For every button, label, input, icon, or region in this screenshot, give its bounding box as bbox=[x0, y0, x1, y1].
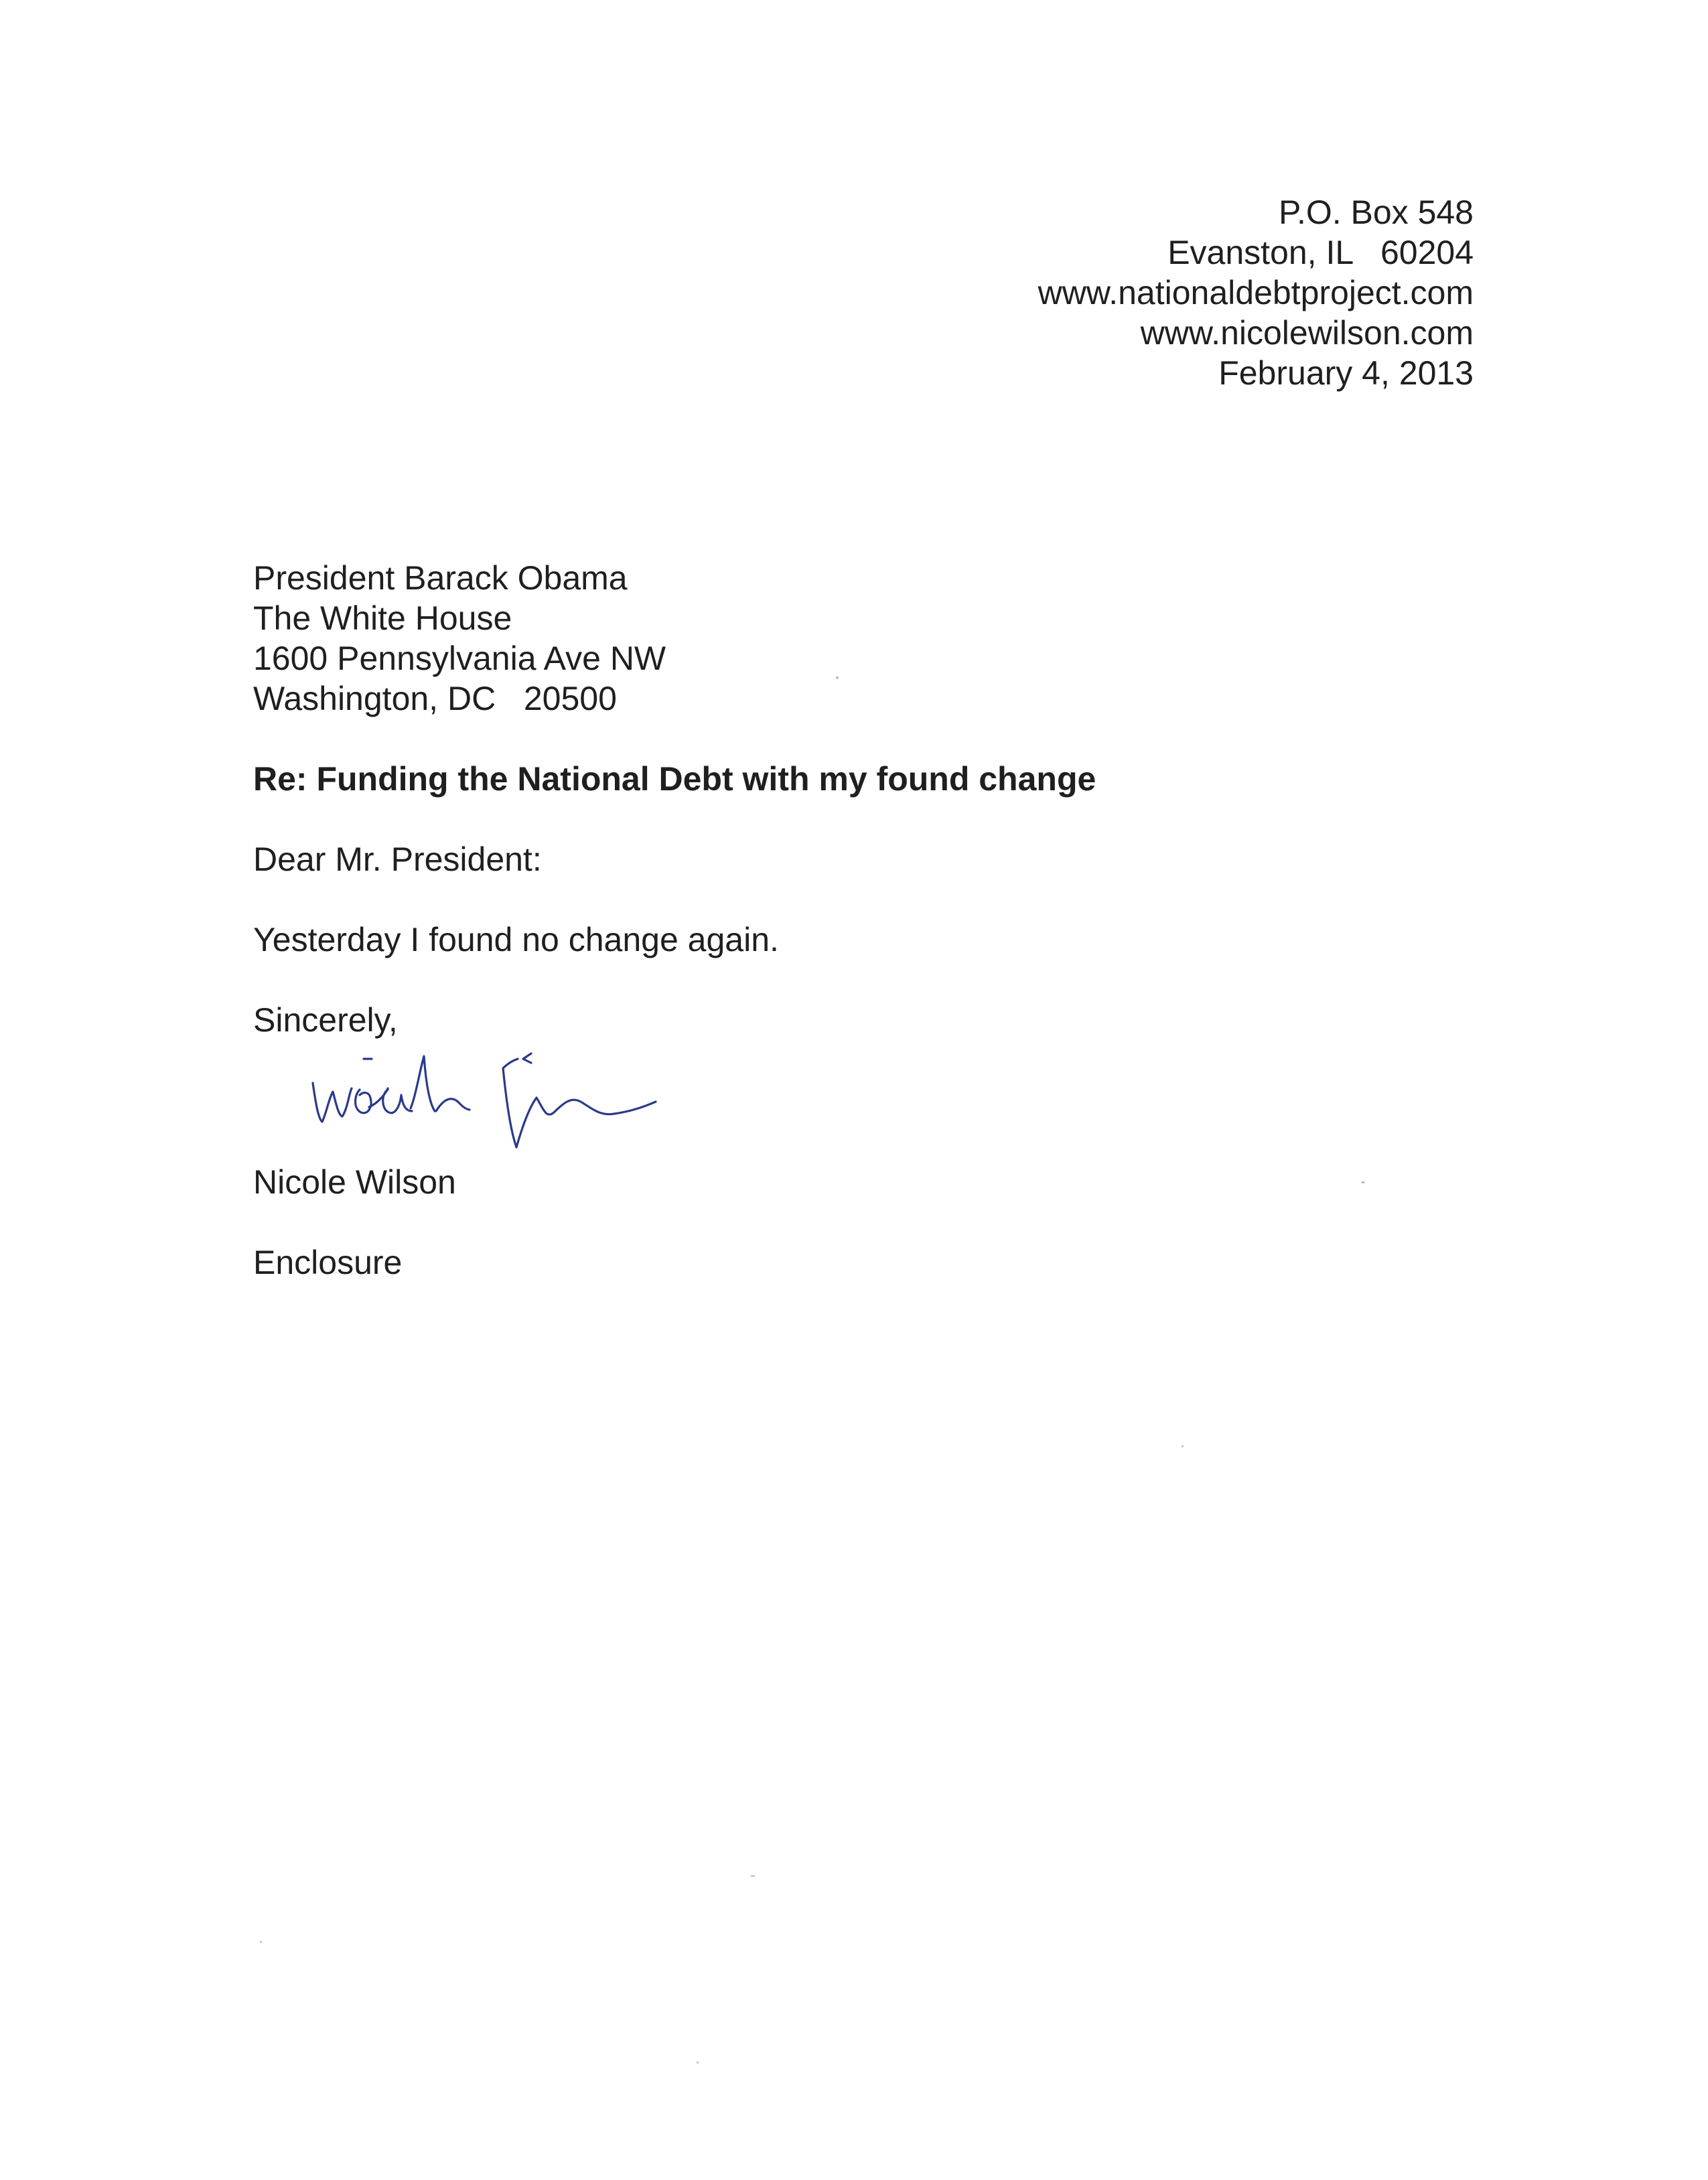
handwritten-signature bbox=[305, 1028, 700, 1159]
recipient-street: 1600 Pennsylvania Ave NW bbox=[253, 640, 666, 677]
closing: Sincerely, bbox=[253, 1001, 398, 1039]
recipient-city-line: Washington, DC 20500 bbox=[253, 680, 617, 717]
salutation: Dear Mr. President: bbox=[253, 841, 542, 878]
scan-speck bbox=[836, 676, 839, 679]
letter-date: February 4, 2013 bbox=[1218, 354, 1474, 392]
scan-speck bbox=[1361, 1181, 1365, 1183]
sender-po-box: P.O. Box 548 bbox=[1279, 194, 1474, 231]
scan-speck bbox=[1182, 1445, 1184, 1447]
scan-speck bbox=[260, 1941, 262, 1943]
recipient-name: President Barack Obama bbox=[253, 559, 628, 597]
sender-website-1: www.nationaldebtproject.com bbox=[1038, 274, 1474, 311]
body-paragraph: Yesterday I found no change again. bbox=[253, 921, 779, 958]
subject-line: Re: Funding the National Debt with my found change bbox=[253, 760, 1096, 798]
recipient-org: The White House bbox=[253, 599, 512, 637]
scan-speck bbox=[697, 2061, 699, 2063]
sender-website-2: www.nicolewilson.com bbox=[1140, 314, 1474, 352]
enclosure-notation: Enclosure bbox=[253, 1244, 403, 1281]
signature-name: Nicole Wilson bbox=[253, 1163, 456, 1201]
scan-speck bbox=[750, 1875, 756, 1877]
sender-city-line: Evanston, IL 60204 bbox=[1167, 234, 1474, 271]
